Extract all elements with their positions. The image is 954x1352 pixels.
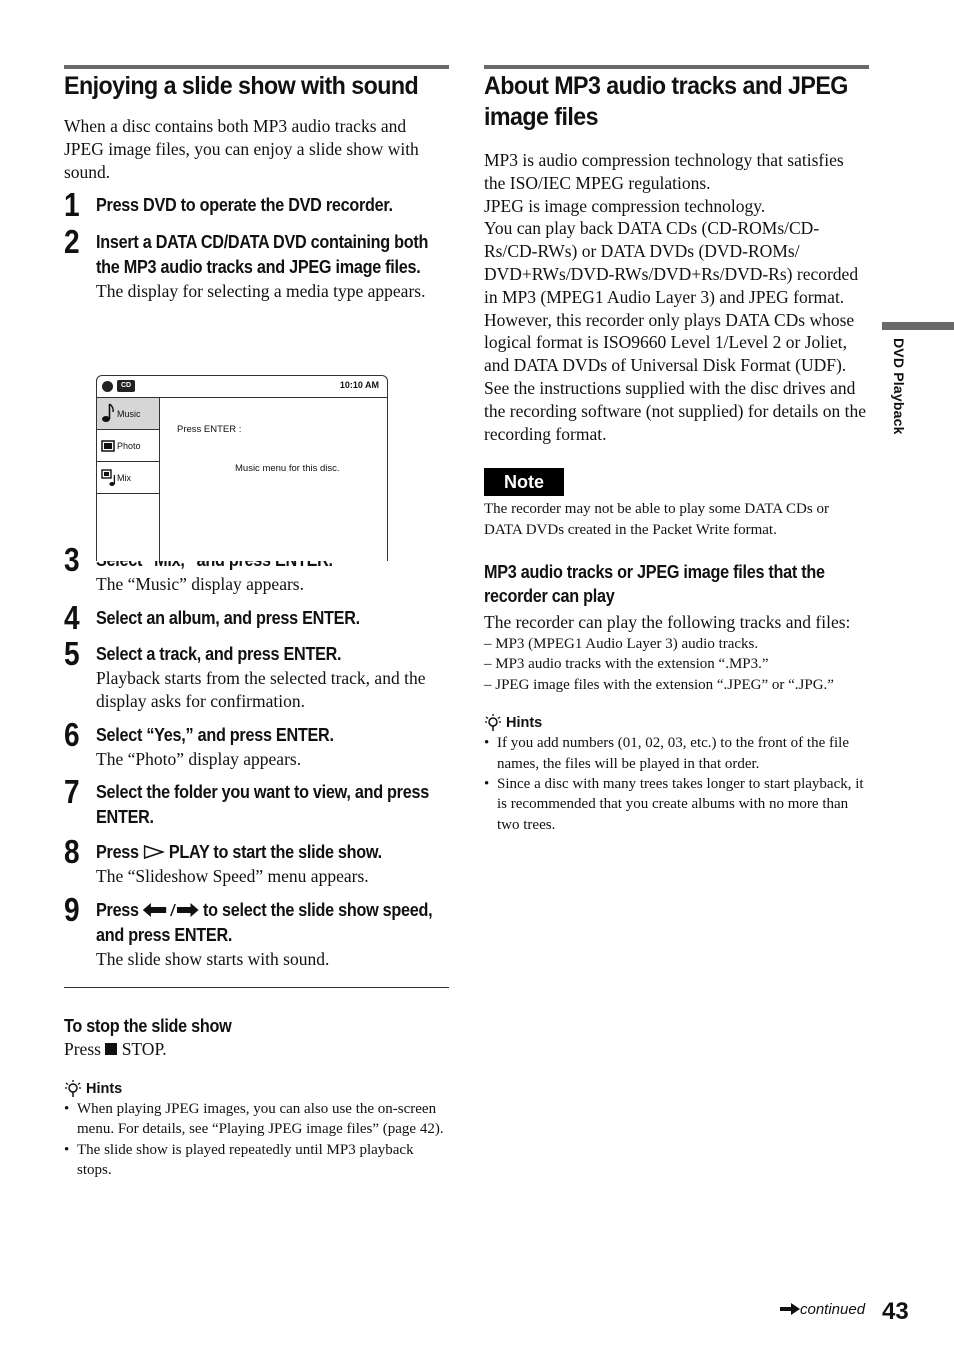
list-item: • The slide show is played repeatedly until MP3 playback stops. (64, 1140, 449, 1181)
step-number: 9 (64, 891, 80, 929)
menu-item-mix[interactable]: Mix (97, 462, 159, 494)
step-2 (64, 223, 449, 303)
photo-icon (101, 440, 115, 452)
continued-marker: continued (780, 1301, 865, 1318)
hints-header: Hints (484, 713, 869, 733)
step-number: 3 (64, 541, 80, 579)
left-right-arrow-icon (143, 902, 199, 918)
supported-files-list (484, 634, 869, 695)
intro-paragraph: When a disc contains both MP3 audio tracks and JPEG image files, you can enjoy a slide show with sound. (64, 116, 419, 182)
lightbulb-icon (64, 1079, 82, 1099)
list-item: • If you add numbers (01, 02, 03, etc.) to the front of the file names, the files will be played in that order. (484, 733, 869, 774)
step-4 (64, 598, 449, 636)
stop-heading: To stop the slide show (64, 1015, 232, 1036)
step-number: 6 (64, 715, 80, 753)
cd-badge: CD (117, 380, 135, 392)
paragraph: You can play back DATA CDs (CD-ROMs/CD-Rs/CD-RWs) or DATA DVDs (DVD-ROMs/ DVD+RWs/DVD-RWs/DVD+Rs/DVD-Rs) recorded in MP3 (MPEG1 Audio Layer 3) and JPEG format. (484, 218, 859, 307)
page-number: 43 (882, 1298, 909, 1325)
step-title: Press PLAY to start the slide show. (96, 842, 382, 863)
step-description: The “Photo” display appears. (96, 748, 302, 769)
left-column (64, 65, 449, 1180)
note-box (484, 468, 869, 540)
step-title: Press DVD to operate the DVD recorder. (96, 195, 393, 216)
hints-list (484, 733, 869, 835)
step-number: 7 (64, 773, 80, 811)
list-item: • Since a disc with many trees takes longer to start playback, it is recommended that you create albums with no more than two trees. (484, 774, 869, 835)
paragraph: JPEG is image compression technology. (484, 195, 766, 216)
hints-list (64, 1099, 449, 1181)
paragraph: However, this recorder only plays DATA CDs whose logical format is ISO9660 Level 1/Level 2 or Joliet, and DATA DVDs of Universal Disk Format (UDF). (484, 309, 855, 376)
clock-readout: 10:10 AM (339, 380, 379, 390)
divider (64, 987, 449, 988)
subsection-heading: MP3 audio tracks or JPEG image files that the recorder can play (484, 562, 825, 607)
arrow-right-icon (780, 1303, 800, 1315)
step-title: Select the folder you want to view, and press ENTER. (96, 782, 429, 828)
step-number: 4 (64, 598, 80, 636)
section-heading: About MP3 audio tracks and JPEG image files (484, 72, 848, 131)
step-9 (64, 891, 449, 971)
chapter-label: DVD Playback (891, 338, 907, 435)
step-6 (64, 715, 449, 771)
step-description: The slide show starts with sound. (96, 949, 330, 970)
paragraph: MP3 is audio compression technology that satisfies the ISO/IEC MPEG regulations. (484, 150, 844, 193)
section-rule (484, 65, 869, 69)
list-item: – MP3 (MPEG1 Audio Layer 3) audio tracks. (484, 635, 759, 652)
step-description: Playback starts from the selected track, and the display asks for confirmation. (96, 667, 426, 711)
menu-item-photo[interactable]: Photo (97, 430, 159, 462)
music-note-icon (101, 402, 115, 424)
lightbulb-icon (484, 713, 502, 733)
note-badge: Note (484, 468, 564, 496)
media-select-screen (96, 375, 388, 561)
screen-prompt: Press ENTER : (177, 424, 242, 435)
step-number: 2 (64, 223, 80, 261)
step-8 (64, 833, 449, 888)
stop-text: Press STOP. (64, 1038, 167, 1059)
step-title: Insert a DATA CD/DATA DVD containing both the MP3 audio tracks and JPEG image files. (96, 232, 429, 278)
step-title: Select a track, and press ENTER. (96, 643, 342, 664)
disc-icon (102, 381, 113, 392)
mix-icon (101, 469, 117, 487)
list-item: – JPEG image files with the extension “.JPEG” or “.JPG.” (484, 676, 834, 693)
step-5 (64, 634, 449, 713)
section-rule (64, 65, 449, 69)
hints-header: Hints (64, 1079, 449, 1099)
step-number: 5 (64, 634, 80, 672)
note-text: The recorder may not be able to play some DATA CDs or DATA DVDs created in the Packet Write format. (484, 501, 829, 538)
about-text (484, 149, 869, 445)
step-title: Select an album, and press ENTER. (96, 607, 360, 628)
step-7 (64, 773, 449, 830)
menu-item-music[interactable]: Music (97, 398, 159, 430)
step-description: The display for selecting a media type appears. (96, 281, 426, 302)
right-column (484, 65, 869, 835)
step-number: 1 (64, 186, 80, 224)
chapter-tab (882, 322, 954, 330)
play-triangle-icon (143, 845, 165, 859)
step-description: The “Music” display appears. (96, 574, 304, 595)
step-title: Press to select the slide show speed, and press ENTER. (96, 900, 433, 946)
step-1 (64, 186, 449, 224)
paragraph: See the instructions supplied with the disc drives and the recording software (not supplied) for details on the recording format. (484, 377, 866, 444)
screen-sidebar (97, 398, 160, 561)
stop-square-icon (105, 1043, 117, 1055)
list-item: • When playing JPEG images, you can also use the on-screen menu. For details, see “Playing JPEG image files” (page 42). (64, 1099, 449, 1140)
list-item: – MP3 audio tracks with the extension “.MP3.” (484, 656, 769, 673)
step-title: Select “Yes,” and press ENTER. (96, 724, 334, 745)
screen-topbar (97, 376, 387, 398)
section-heading: Enjoying a slide show with sound (64, 72, 419, 100)
step-number: 8 (64, 833, 80, 871)
subsection-intro: The recorder can play the following tracks and files: (484, 612, 851, 633)
screen-message: Music menu for this disc. (235, 463, 340, 474)
step-description: The “Slideshow Speed” menu appears. (96, 866, 369, 887)
